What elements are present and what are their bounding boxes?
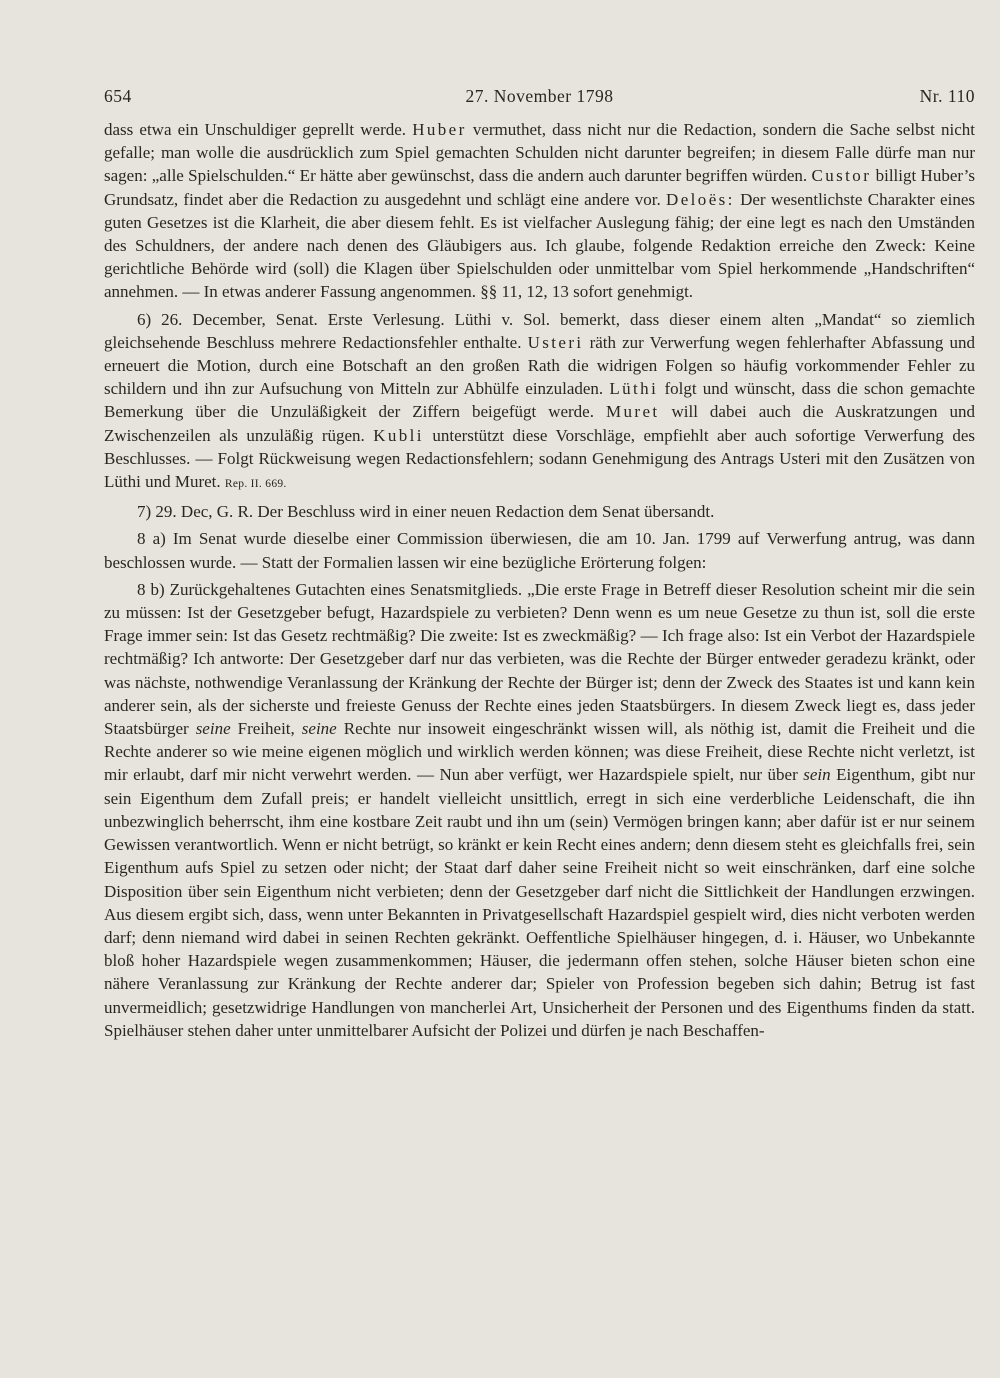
paragraph-7: 7) 29. Dec, G. R. Der Beschluss wird in einer neuen Redaction dem Senat übersandt. [137, 502, 715, 522]
paragraph-continuation [104, 118, 975, 304]
speaker-name: Custor [811, 166, 872, 186]
document-number: Nr. 110 [919, 86, 975, 106]
emphasis: sein [803, 765, 831, 785]
speaker-name: Kubli [373, 425, 424, 445]
page-number: 654 [104, 86, 132, 106]
text-run: Der wesentlichste Charakter eines guten Gesetzes ist die Klarheit, die aber diesem fehlt. Es ist vielfacher Auslegung fähig; der eine legt es nach den Umständen des Schuldners, der andere nach denen des Gläubigers aus. Ich glaube, folgende Redaktion erreiche den Zweck: Keine gerichtliche Behörde wird (soll) die Klagen über Spielschulden oder unmittelbar vom Spiel herkommende „Handschriften“ annehmen. — In etwas anderer Fassung angenommen. §§ 11, 12, 13 sofort genehmigt. [104, 189, 975, 302]
speaker-name: Muret [605, 402, 660, 422]
speaker-name: Usteri [527, 332, 584, 352]
text-run: vermuthet, dass nicht nur die Redaction, sondern die Sache selbst nicht gefalle; man wolle die ausdrücklich zum Spiel gemachten Schulden nicht darunter begreifen; in diesem Falle dürfe man nur sagen: „alle Spielschulden.“ Er hätte aber gewünschst, dass die andern auch darunter begriffen würden. [104, 120, 976, 186]
text-run: folgt und wünscht, dass die schon gemachte Bemerkung über die Unzuläßigkeit der Ziffern beigefügt werde. [104, 379, 976, 422]
text-run: dass etwa ein Unschuldiger geprellt werde. [104, 120, 407, 139]
speaker-name: Huber [412, 120, 467, 139]
text-run: Freiheit, [237, 719, 295, 739]
paragraph-8b [104, 578, 975, 1042]
speaker-name: Deloës: [666, 189, 735, 209]
text-run: will dabei auch die Auskratzungen und Zwischenzeilen als unzuläßig rügen. [104, 402, 975, 445]
text-run: 6) 26. December, Senat. Erste Verlesung. Lüthi v. Sol. bemerkt, dass dieser einem alten „Mandat“ so ziemlich gleichsehende Beschluss mehrere Redactionsfehler enthalte. [104, 309, 975, 352]
running-header [104, 86, 975, 114]
text-run: räth zur Verwerfung wegen fehlerhafter Abfassung und erneuert die Motion, durch eine Botschaft an den großen Rath die widrigen Folgen so häufig vorkommender Fehler zu schildern und ihn zur Aufsuchung von Mitteln zur Abhülfe einzuladen. [104, 332, 976, 399]
repertory-reference: Rep. II. 669. [224, 478, 287, 491]
header-date: 27. November 1798 [465, 86, 614, 106]
text-run: Rechte nur insoweit eingeschränkt wissen will, als nöthig ist, damit die Freiheit und die Rechte anderer so wie meine eigenen möglich und wirklich werden können; was diese Freiheit, diese Rechte nicht verletzt, ist mir erlaubt, darf mir nicht verwehrt werden. — Nun aber verfügt, wer Hazardspiele spielt, nur über [104, 719, 976, 785]
speaker-name: Lüthi [609, 379, 659, 399]
text-run: billigt Huber’s Grundsatz, findet aber die Redaction zu ausgedehnt und schlägt eine andere vor. [104, 166, 976, 209]
text-run: 8 b) Zurückgehaltenes Gutachten eines Senatsmitglieds. „Die erste Frage in Betreff dieser Resolution scheint mir die sein zu müssen: Ist der Gesetzgeber befugt, Hazardspiele zu verbieten? Denn wenn es um neue Gesetze zu thun ist, soll die erste Frage immer sein: Ist das Gesetz rechtmäßig? Die zweite: Ist es zweckmäßig? — Ich frage also: Ist ein Verbot der Hazardspiele rechtmäßig? Ich antworte: Der Gesetzgeber darf nur das verbieten, was die Rechte der Bürger entweder geradezu kränkt, oder was nächste, nothwendige Veranlassung der Kränkung der Rechte der Bürger ist; denn der Zweck des Staates ist und kann kein anderer sein, als der sicherste und freieste Genuss der Rechte eines jeden Staatsbürgers. In diesem Zweck liegt es, dass jeder Staatsbürger [104, 579, 975, 739]
paragraph-6 [104, 308, 975, 497]
emphasis: seine [301, 719, 337, 739]
text-run: unterstützt diese Vorschläge, empfiehlt aber auch sofortige Verwerfung des Beschlusses. — Folgt Rückweisung wegen Redactionsfehlern; sodann Genehmigung des Antrags Usteri mit den Zusätzen von Lüthi und Muret. [104, 425, 976, 492]
paragraph-8a: 8 a) Im Senat wurde dieselbe einer Commission überwiesen, die am 10. Jan. 1799 auf Verwerfung antrug, was dann beschlossen wurde. — Statt der Formalien lassen wir eine bezügliche Erörterung folgen: [104, 529, 975, 572]
page-body [104, 118, 975, 1046]
text-run: Eigenthum, gibt nur sein Eigenthum dem Zufall preis; er handelt vielleicht unsittlich, erregt in sich eine verderbliche Leidenschaft, die ihn unbezwinglich beherrscht, ihm eine kostbare Zeit raubt und ihn um (sein) Vermögen bringen kann; aber dafür ist er nur seinem Gewissen verantwortlich. Wenn er nicht betrügt, so kränkt er kein Recht eines andern; denn diesem steht es gleichfalls frei, sein Eigenthum aufs Spiel zu setzen oder nicht; der Staat darf daher seine Freiheit nicht so weit einschränken, darf eine solche Disposition über sein Eigenthum nicht verbieten; denn der Gesetzgeber darf nicht die Sittlichkeit der Handlungen erzwingen. Aus diesem ergibt sich, dass, wenn unter Bekannten in Privatgesellschaft Hazardspiel gespielt wird, dies nicht verboten werden darf; denn niemand wird dabei in seinen Rechten gekränkt. Oeffentliche Spielhäuser hingegen, d. i. Häuser, wo Unbekannte bloß hoher Hazardspiele wegen zusammenkommen; Häuser, die jedermann offen stehen, solche Häuser bieten schon eine nähere Veranlassung zur Kränkung der Rechte anderer dar; Spieler von Profession begeben sich dahin; Betrug ist fast unvermeidlich; gesetzwidrige Handlungen von mancherlei Art, Unsicherheit der Personen und des Eigenthums finden da statt. Spielhäuser stehen daher unter unmittelbarer Aufsicht der Polizei und dürfen je nach Beschaffen- [104, 765, 975, 1040]
emphasis: seine [195, 719, 231, 739]
